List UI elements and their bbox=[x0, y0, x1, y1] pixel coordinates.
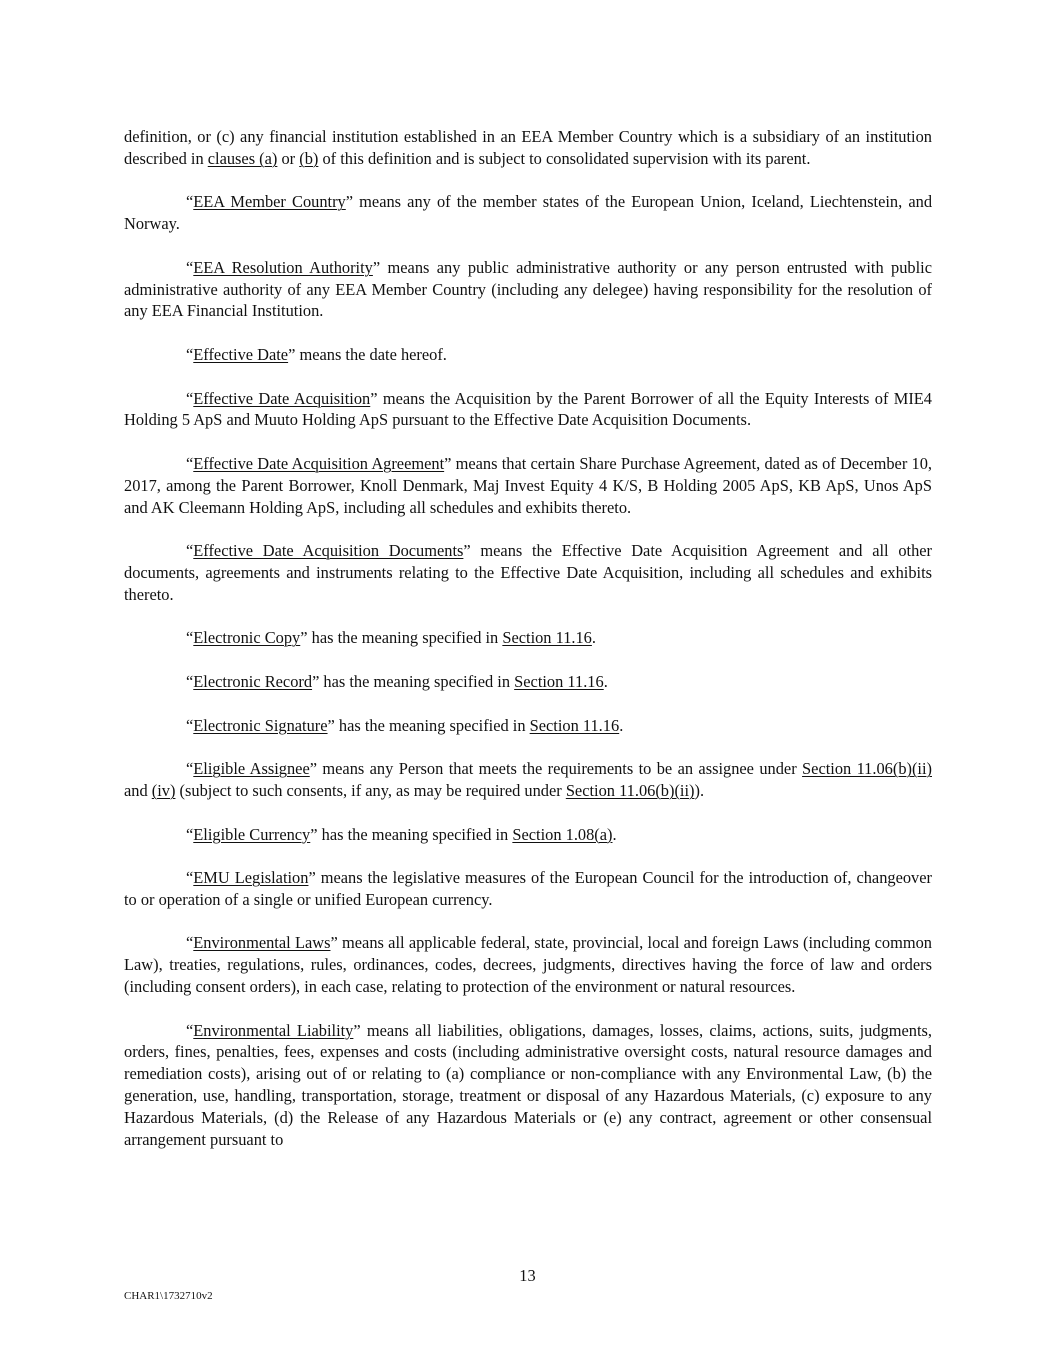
paragraph-text: “ bbox=[186, 257, 194, 277]
defined-term: EMU Legislation bbox=[193, 868, 309, 888]
paragraph-text: . bbox=[612, 824, 617, 844]
paragraph-text: “ bbox=[186, 541, 194, 561]
paragraph-text: “ bbox=[186, 453, 194, 473]
paragraph-text: “ bbox=[186, 671, 194, 691]
definition-paragraph bbox=[124, 715, 932, 737]
paragraph-text: ” means any public administrative authority or any person entrusted with public administrative authority of any EEA Member Country (including any delegee) having responsibility for the resolution of any EEA Financial Institution. bbox=[124, 257, 932, 321]
paragraph-text: ” means the legislative measures of the European Council for the introduction of, changeover to or operation of a single or unified European currency. bbox=[124, 868, 932, 909]
defined-term: Environmental Liability bbox=[193, 1020, 354, 1040]
defined-term: Electronic Record bbox=[193, 671, 313, 691]
defined-term: Effective Date bbox=[193, 344, 289, 364]
definition-paragraph bbox=[124, 671, 932, 693]
cross-reference: Section 11.16 bbox=[529, 715, 620, 735]
definition-paragraph bbox=[124, 627, 932, 649]
paragraph-text: “ bbox=[186, 628, 194, 648]
paragraph-text: ” has the meaning specified in bbox=[300, 628, 503, 648]
paragraph-text: “ bbox=[186, 868, 194, 888]
document-id: CHAR1\1732710v2 bbox=[124, 1290, 213, 1302]
paragraph-text: “ bbox=[186, 715, 194, 735]
defined-term: Electronic Signature bbox=[193, 715, 328, 735]
paragraph-text: ” has the meaning specified in bbox=[312, 671, 515, 691]
defined-term: Eligible Assignee bbox=[193, 759, 310, 779]
paragraph-text: ” means that certain Share Purchase Agreement, dated as of December 10, 2017, among the Parent Borrower, Knoll Denmark, Maj Invest Equity 4 K/S, B Holding 2005 ApS, KB ApS, Unos ApS and AK Cleemann Holding ApS, including all schedules and exhibits thereto. bbox=[124, 453, 932, 517]
page-number: 13 bbox=[519, 1266, 536, 1285]
paragraph-text: ). bbox=[694, 780, 705, 800]
paragraph-text: “ bbox=[186, 824, 194, 844]
definition-paragraph bbox=[124, 344, 932, 366]
paragraph-text: “ bbox=[186, 1020, 194, 1040]
paragraph-text: ” means the Acquisition by the Parent Borrower of all the Equity Interests of MIE4 Holding 5 ApS and Muuto Holding ApS pursuant to the Effective Date Acquisition Documents. bbox=[124, 388, 933, 430]
paragraph-text: . bbox=[591, 628, 596, 648]
paragraph-text: “ bbox=[186, 759, 194, 779]
definitions-list bbox=[124, 126, 932, 1150]
defined-term: Effective Date Acquisition bbox=[193, 388, 371, 408]
definition-paragraph bbox=[124, 453, 932, 518]
paragraph-text: or bbox=[277, 148, 300, 168]
paragraph-text: ” means the date hereof. bbox=[288, 344, 447, 364]
cross-reference: clauses (a) bbox=[207, 148, 278, 168]
paragraph-text: . bbox=[603, 671, 608, 691]
paragraph-text: of this definition and is subject to consolidated supervision with its parent. bbox=[318, 148, 811, 168]
defined-term: Electronic Copy bbox=[193, 628, 301, 648]
continuation-paragraph bbox=[124, 126, 932, 170]
cross-reference: (b) bbox=[299, 148, 319, 168]
definition-paragraph bbox=[124, 932, 932, 997]
cross-reference: Section 1.08(a) bbox=[512, 824, 613, 844]
cross-reference: Section 11.16 bbox=[502, 628, 592, 648]
definition-paragraph bbox=[124, 758, 932, 802]
defined-term: Effective Date Acquisition Documents bbox=[193, 541, 464, 561]
paragraph-text: (subject to such consents, if any, as may be required under bbox=[175, 780, 566, 800]
paragraph-text: ” has the meaning specified in bbox=[310, 824, 513, 844]
cross-reference: Section 11.16 bbox=[514, 671, 604, 691]
paragraph-text: “ bbox=[186, 388, 194, 408]
paragraph-text: ” has the meaning specified in bbox=[327, 715, 530, 735]
defined-term: EEA Resolution Authority bbox=[193, 257, 373, 277]
definition-paragraph bbox=[124, 824, 932, 846]
paragraph-text: “ bbox=[186, 344, 194, 364]
document-body bbox=[124, 126, 932, 1172]
cross-reference: (iv) bbox=[151, 780, 176, 800]
definition-paragraph bbox=[124, 540, 932, 605]
cross-reference: Section 11.06(b)(ii) bbox=[565, 780, 695, 800]
paragraph-text: ” means all liabilities, obligations, damages, losses, claims, actions, suits, judgments, orders, fines, penalties, fees, expenses and costs (including administrative oversight costs, natural resource damages and remediation costs), arising out of or relating to (a) compliance or non-compliance with any Environmental Law, (b) the generation, use, handling, transportation, storage, treatment or disposal of any Hazardous Materials, (c) exposure to any Hazardous Materials, (d) the Release of any Hazardous Materials or (e) any contract, agreement or other consensual arrangement pursuant to bbox=[124, 1020, 933, 1149]
defined-term: Effective Date Acquisition Agreement bbox=[193, 453, 445, 473]
definition-paragraph bbox=[124, 1020, 932, 1151]
definition-paragraph bbox=[124, 867, 932, 911]
paragraph-text: ” means all applicable federal, state, provincial, local and foreign Laws (including common Law), treaties, regulations, rules, ordinances, codes, decrees, judgments, directives having the force of law and orders (including consent orders), in each case, relating to protection of the environment or natural resources. bbox=[124, 933, 932, 997]
paragraph-text: ” means any of the member states of the European Union, Iceland, Liechtenstein, and Norway. bbox=[124, 192, 933, 234]
paragraph-text: and bbox=[124, 780, 152, 800]
defined-term: EEA Member Country bbox=[193, 192, 346, 212]
paragraph-text: ” means the Effective Date Acquisition Agreement and all other documents, agreements and instruments relating to the Effective Date Acquisition, including all schedules and exhibits thereto. bbox=[124, 541, 932, 604]
paragraph-text: definition, or (c) any financial institution established in an EEA Member Country which is a subsidiary of an institution described in bbox=[124, 127, 932, 168]
cross-reference: Section 11.06(b)(ii) bbox=[802, 759, 932, 779]
paragraph-text: “ bbox=[186, 192, 194, 212]
definition-paragraph bbox=[124, 257, 932, 322]
definition-paragraph bbox=[124, 191, 932, 235]
definition-paragraph bbox=[124, 388, 932, 432]
paragraph-text: “ bbox=[186, 933, 194, 953]
paragraph-text: ” means any Person that meets the requirements to be an assignee under bbox=[309, 759, 803, 779]
paragraph-text: . bbox=[619, 715, 624, 735]
defined-term: Eligible Currency bbox=[193, 824, 311, 844]
defined-term: Environmental Laws bbox=[193, 933, 331, 953]
